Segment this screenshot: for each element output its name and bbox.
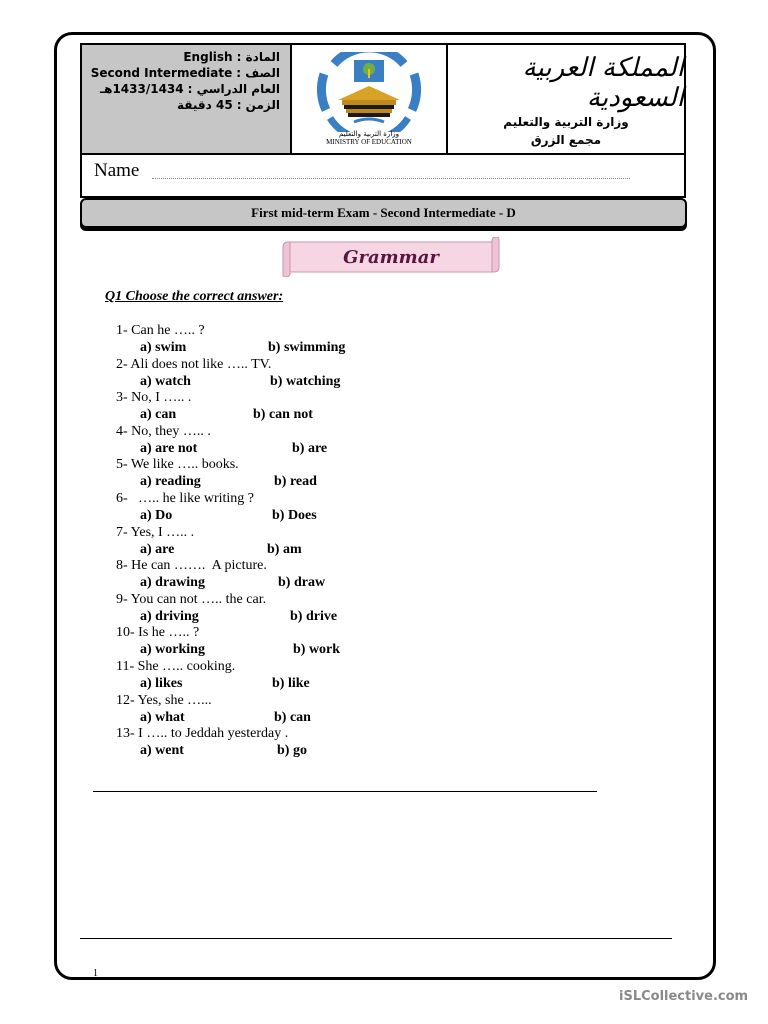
exam-info-panel [82, 45, 292, 153]
question-item [116, 524, 516, 558]
exam-header [80, 43, 686, 155]
option-b[interactable]: b) like [272, 675, 310, 691]
question-text: 8- He can ……. A picture. [116, 558, 267, 574]
grade-label: الصف : [236, 66, 280, 80]
year-row [92, 81, 280, 97]
question-text: 11- She ….. cooking. [116, 658, 236, 674]
subject-row [92, 49, 280, 65]
question-item [116, 456, 516, 490]
option-b[interactable]: b) work [293, 642, 341, 658]
option-b[interactable]: b) can [274, 709, 311, 725]
time-row [92, 97, 280, 113]
grade-row [92, 65, 280, 81]
question-item [116, 490, 516, 524]
question-item [116, 557, 516, 591]
option-a[interactable]: a) can [140, 407, 177, 423]
footer-divider [80, 938, 672, 939]
page-number: 1 [93, 968, 98, 979]
grade-value: Second Intermediate [90, 66, 233, 80]
time-value: 45 دقيقة [176, 98, 233, 112]
option-a[interactable]: a) watch [140, 373, 191, 389]
section-divider [93, 791, 597, 792]
school-info-panel [448, 45, 684, 153]
question-text: 10- Is he ….. ? [116, 625, 200, 641]
question-text: 12- Yes, she …... [116, 692, 212, 708]
exam-title-bar [80, 198, 687, 228]
question-item [116, 322, 516, 356]
option-b[interactable]: b) Does [272, 507, 317, 523]
student-name-field[interactable] [80, 154, 686, 198]
question-item [116, 356, 516, 390]
option-a[interactable]: a) what [140, 709, 185, 725]
question-item [116, 692, 516, 726]
section-title: Grammar [343, 246, 439, 268]
question-item [116, 423, 516, 457]
question-text: 1- Can he ….. ? [116, 323, 205, 338]
year-label: العام الدراسي : [187, 82, 280, 96]
option-b[interactable]: b) drive [290, 608, 338, 624]
question-text: 13- I ….. to Jeddah yesterday . [116, 726, 289, 742]
question-text: 3- No, I ….. . [116, 390, 192, 406]
option-a[interactable]: a) swim [140, 340, 187, 355]
question-text: 6- ….. he like writing ? [116, 490, 255, 506]
question-text: 7- Yes, I ….. . [116, 524, 195, 540]
question-text: 9- You can not ….. the car. [116, 591, 267, 607]
option-b[interactable]: b) can not [253, 407, 313, 423]
option-b[interactable]: b) draw [278, 575, 326, 591]
question-item [116, 624, 516, 658]
option-a[interactable]: a) went [140, 743, 184, 759]
option-b[interactable]: b) read [274, 474, 317, 490]
question-item [116, 725, 516, 759]
option-b[interactable]: b) go [277, 743, 307, 759]
option-a[interactable]: a) likes [140, 675, 183, 691]
question-text: 2- Ali does not like ….. TV. [116, 356, 272, 372]
year-value: 1433/1434هـ [100, 82, 184, 96]
grammar-banner [282, 237, 500, 277]
question-item [116, 591, 516, 625]
ministry-of-education-logo [306, 52, 432, 132]
time-label: الزمن : [236, 98, 280, 112]
option-b[interactable]: b) swimming [268, 340, 346, 355]
question-heading: Q1 Choose the correct answer: [105, 289, 284, 304]
ministry-english-text: MINISTRY OF EDUCATION [326, 138, 412, 146]
watermark: iSLCollective.com [619, 989, 749, 1004]
option-b[interactable]: b) watching [270, 373, 341, 389]
ministry-name: وزارة التربية والتعليم [503, 115, 629, 129]
name-label: Name [94, 160, 140, 181]
option-b[interactable]: b) am [267, 541, 302, 557]
option-a[interactable]: a) reading [140, 474, 201, 490]
question-text: 4- No, they ….. . [116, 423, 211, 439]
ministry-arabic-text: وزارة التربية والتعليم [338, 130, 400, 138]
ministry-logo-panel [292, 45, 448, 153]
option-a[interactable]: a) are not [140, 440, 198, 456]
option-a[interactable]: a) are [140, 541, 175, 557]
option-b[interactable]: b) are [292, 440, 328, 456]
subject-value: English [183, 50, 233, 64]
subject-label: المادة : [236, 50, 280, 64]
name-writing-line[interactable] [152, 178, 630, 179]
option-a[interactable]: a) drawing [140, 575, 205, 591]
kingdom-name: المملكة العربية السعودية [522, 53, 684, 113]
option-a[interactable]: a) Do [140, 507, 173, 523]
option-a[interactable]: a) working [140, 642, 205, 658]
school-complex-name: مجمع الزرق [530, 133, 602, 147]
option-a[interactable]: a) driving [140, 608, 199, 624]
exam-title: First mid-term Exam - Second Intermediate - D [251, 205, 516, 220]
question-item [116, 389, 516, 423]
question-list [116, 322, 516, 759]
question-text: 5- We like ….. books. [116, 457, 239, 473]
question-item [116, 658, 516, 692]
